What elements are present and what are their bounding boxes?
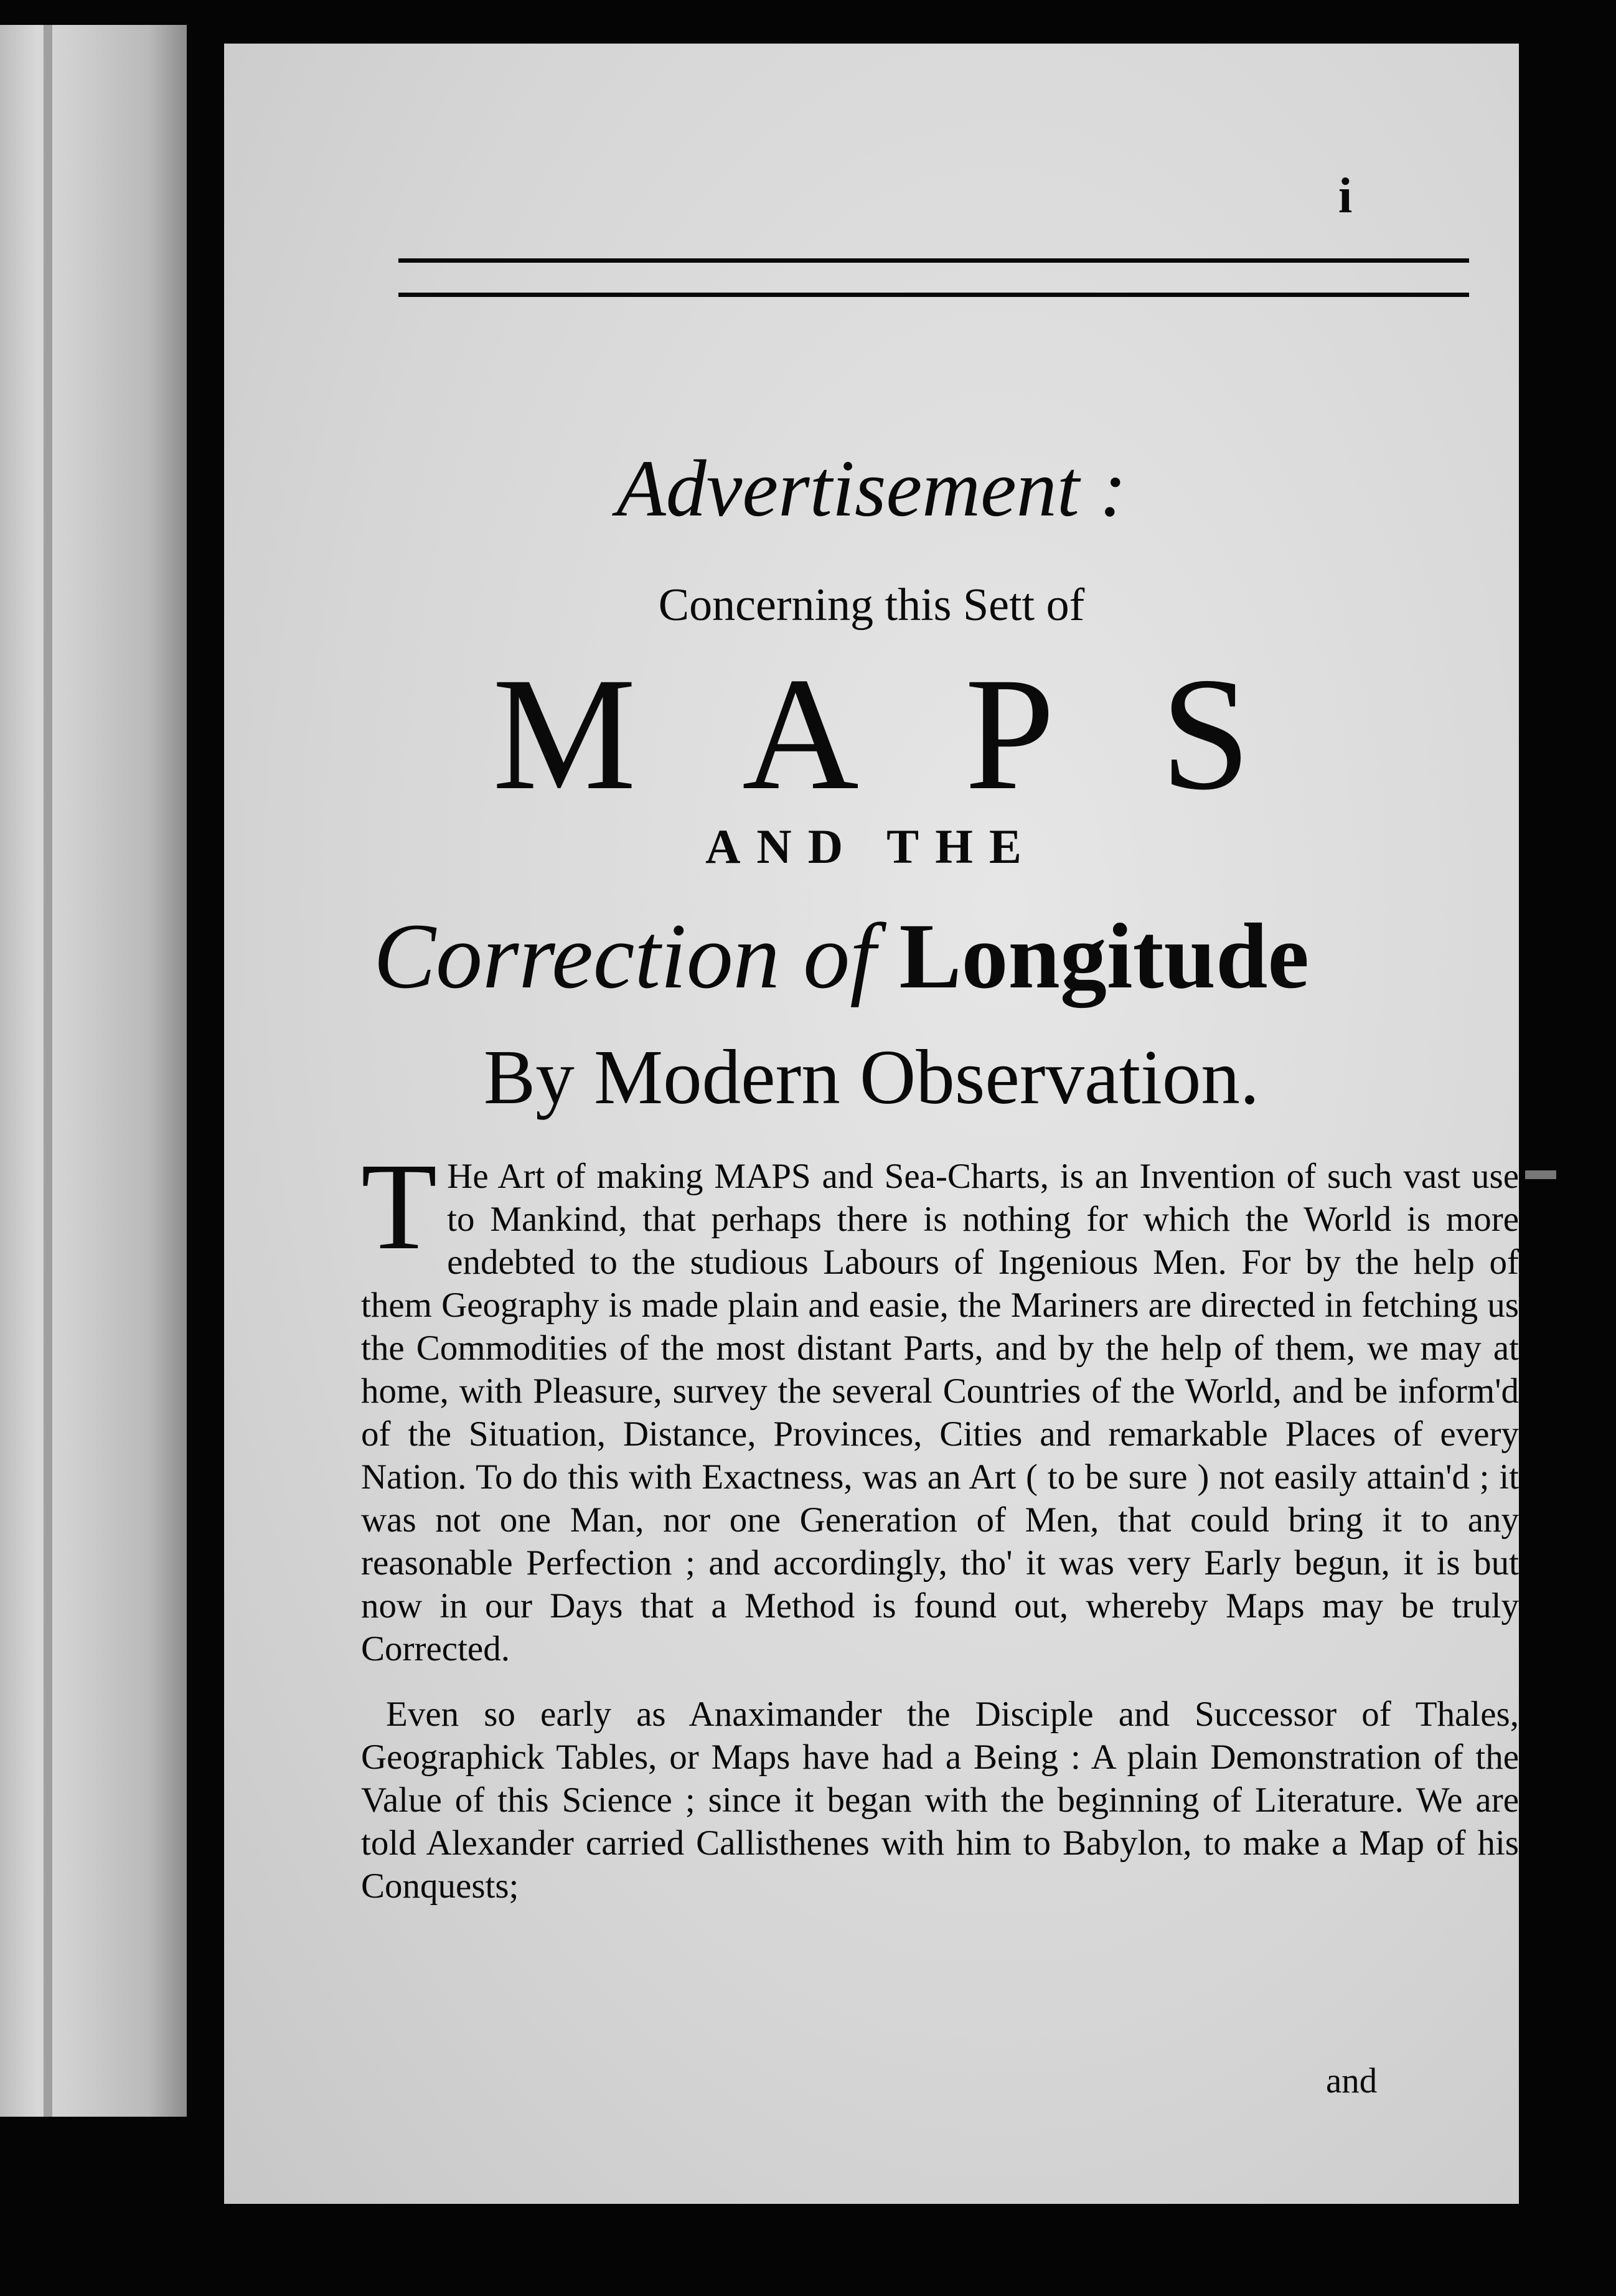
- paragraph-2: Even so early as Anaximander the Disciple and Successor of Thales, Geographick Tables, or Maps have had a Being : A plain Demonstration of the Value of this Science ; since it began with the beginning of Literature. We are told Alexander carried Callisthenes with him to Babylon, to make a Map of his Conquests;: [361, 1695, 1519, 1906]
- title-observation: By Modern Observation.: [483, 1035, 1260, 1121]
- subtitle-concerning: Concerning this Sett of: [658, 580, 1085, 631]
- document-page: [224, 44, 1519, 2204]
- title-correction-line: [373, 903, 1309, 1010]
- page-fold: [44, 25, 52, 2117]
- header-rule-bottom: [398, 293, 1469, 297]
- body-text: [361, 1138, 1519, 1930]
- title-correction: Correction of: [373, 905, 876, 1008]
- title-and-the: AND THE: [705, 819, 1038, 873]
- paragraph-1-text: He Art of making MAPS and Sea-Charts, is an Invention of such vast use to Mankind, that perhaps there is nothing for which the World is more endebted to the studious Labours of Ingenious Men. For by the help of them Geography is made plain and easie, the Mariners are directed in fetching us the Commodities of the most distant Parts, and by the help of them, we may at home, with Pleasure, survey the several Countries of the World, and be inform'd of the Situation, Distance, Provinces, Cities and remarkable Places of every Nation. To do this with Exactness, was an Art ( to be sure ) not easily attain'd ; it was not one Man, nor one Generation of Men, that could bring it to any reasonable Perfection ; and accordingly, tho' it was very Early begun, it is but now in our Days that a Method is found out, whereby Maps may be truly Corrected.: [361, 1157, 1519, 1668]
- catchword: and: [1326, 2061, 1378, 2101]
- title-advertisement: Advertisement :: [616, 444, 1127, 534]
- header-rule-top: [398, 258, 1469, 263]
- title-longitude: Longitude: [899, 905, 1309, 1008]
- paragraph-1: [361, 1138, 1519, 1670]
- margin-mark: [1525, 1170, 1556, 1179]
- drop-capital: T: [361, 1138, 438, 1276]
- title-maps: MAPS: [492, 644, 1357, 824]
- page-number: i: [1338, 169, 1353, 223]
- facing-page-edge: [0, 25, 187, 2117]
